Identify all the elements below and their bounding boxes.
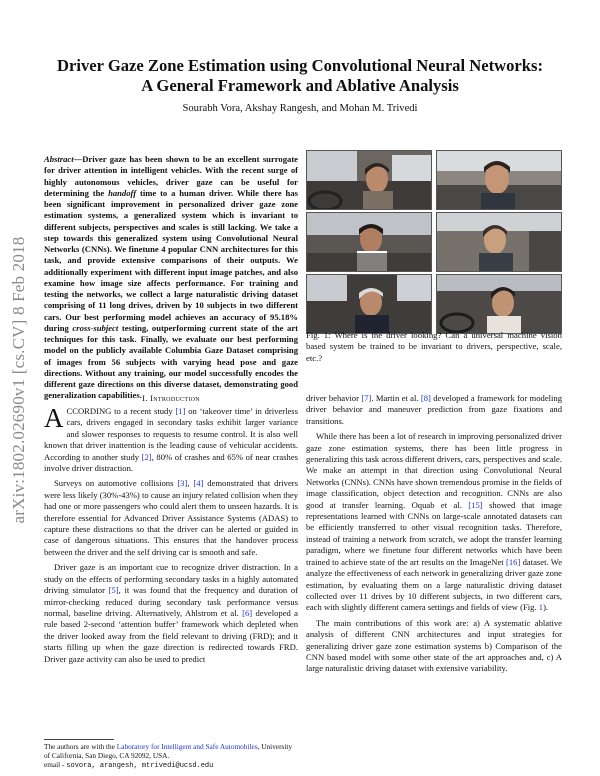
right-p1-text-a: driver behavior (306, 393, 362, 403)
citation-link[interactable]: [5] (108, 585, 119, 596)
right-p2-text-d: ). (543, 602, 549, 613)
citation-link[interactable]: [4] (193, 478, 204, 489)
driver-photo-4-image (437, 213, 561, 271)
paper-title (40, 56, 560, 96)
right-p2-text-b: showed that image representations learned with CNNs on large-scale annotated datasets can be efficiently transferred to other visual recognition tasks. Therefore, instead of training a network from scratch, we adopt the transfer learning paradigm, where we finetune four different networks which have been trained to achieve state of the art results on the ImageNet (306, 499, 562, 567)
citation-link[interactable]: [3] (177, 478, 188, 489)
intro-p3-text-c: developed a rule based 2-second ‘attention buffer’ framework which depleted when the driver looked away from the field relevant to driving (FRD); and it starts filling up when the gaze direction is redirected towards FRD. Driver gaze activity can also be used to predict (44, 607, 298, 664)
driver-photo-2 (436, 150, 562, 210)
intro-p1-text-b: on ‘takeover time’ in driverless cars, drivers engaged in secondary tasks exhibit larger variance and slower responses to requests to resume control. It is also well known that driver inattention is the leading cause of vehicular accidents. According to another study (44, 406, 298, 462)
driver-photo-6 (436, 274, 562, 334)
intro-paragraph-2 (44, 478, 298, 558)
intro-left-column (44, 391, 298, 669)
intro-p2-text-a: Surveys on automotive collisions (54, 478, 178, 489)
right-p2-text-a: While there has been a lot of research in improving personalized driver gaze zone estimation systems, there has been little progress in generalizing this task across different drivers, cars, perspectives and scale. We make an attempt in that direction using Convolutional Neural Networks (CNNs). CNNs have shown tremendous promise in the fields of image classification, object detection and recognition. CNNs are also good at transfer learning. Oquab et al. (306, 431, 562, 510)
dropcap: A (44, 403, 64, 433)
citation-link[interactable]: [16] (505, 556, 521, 567)
driver-photo-4 (436, 212, 562, 272)
arxiv-stamp (4, 200, 34, 560)
figure-1 (306, 150, 562, 334)
driver-photo-3 (306, 212, 432, 272)
citation-link[interactable]: [7] (361, 393, 372, 403)
abstract-text-1: —Driver gaze has been shown to be an excellent surrogate for driver attention in intelligent vehicles. With the recent surge of highly autonomous vehicles, driver gaze can be useful for determining the (44, 154, 298, 198)
intro-p2-text-c: demonstrated that drivers were less likely (30%-43%) to cause an injury related collision when they had one or more passengers who could alert them to unseen hazards. It is therefore essential for Advanced Driver Assistance Systems (ADAS) to capture these distractions so that the driver can be alerted or guided in case of dangerous situations. This ensures that the handover process between the driver and the self driving car is smooth and safe. (44, 478, 298, 557)
abstract-handoff: handoff (108, 187, 137, 198)
citation-link[interactable]: [8] (420, 393, 431, 403)
footnote-rule (44, 739, 114, 740)
email-address[interactable]: sovora, arangesh, mtrivedi@ucsd.edu (66, 762, 214, 770)
intro-p3-text-a: Driver gaze is an important cue to recognize driver distraction. In a study on the effects of performing secondary tasks in a highly automated driving simulator (44, 562, 298, 596)
intro-p1-text-a: CCORDING to a recent study (66, 406, 176, 416)
authors: Sourabh Vora, Akshay Rangesh, and Mohan M. Trivedi (182, 103, 418, 114)
right-p1-text-c: developed a framework for modeling driver behavior and maneuver prediction from gaze fixations and transitions. (306, 393, 563, 426)
intro-p2-text-b: , (187, 478, 194, 489)
footnote (44, 742, 298, 771)
intro-paragraph-1 (44, 403, 298, 474)
driver-photo-6-image (437, 275, 561, 333)
arxiv-stamp-text: arXiv:1802.02690v1 [cs.CV] 8 Feb 2018 (9, 236, 28, 524)
abstract (44, 154, 298, 402)
figure-ref-link[interactable]: 1 (538, 602, 544, 613)
citation-link[interactable]: [2] (141, 451, 152, 462)
right-paragraph-2 (306, 431, 562, 614)
right-paragraph-1 (306, 393, 562, 427)
abstract-label: Abstract (44, 154, 74, 164)
driver-photo-5-image (307, 275, 431, 333)
driver-photo-3-image (307, 213, 431, 271)
title-line-2: A General Framework and Ablative Analysis (141, 76, 459, 95)
intro-right-column (306, 393, 562, 679)
footnote-text-b: , University of California, San Diego, CA 92092, USA. (44, 742, 293, 760)
right-p2-text-c: dataset. We analyze the effectiveness of each network in generalizing driver gaze zone estimation, by evaluating them on a large naturalistic driving dataset collected over 11 drives by 10 different subjects, in two different cars, each with slightly different camera settings and fields of view (Fig. (306, 556, 563, 613)
email-label: email - (44, 760, 67, 769)
footnote-text-a: The authors are with the (44, 742, 117, 751)
intro-p1-text-c: , 80% of crashes and 65% of near crashes involve driver distraction. (44, 451, 298, 474)
intro-p3-text-b: , it was found that the frequency and duration of mirror-checking reduced during secondary task performance versus normal, baseline driving. Alternatively, Ahlstrom et al. (44, 585, 298, 618)
driver-photo-1 (306, 150, 432, 210)
abstract-cross-subject: cross-subject (72, 322, 119, 333)
driver-photo-5 (306, 274, 432, 334)
citation-link[interactable]: [6] (242, 607, 253, 618)
abstract-text-2: time to a human driver. While there has been significant improvement in personalized driver gaze zone estimation systems, a generalized system which is invariant to different subjects, perspectives and scales is still lacking. We take a step towards this generalized system using Convolutional Neural Networks (CNNs). We finetune 4 popular CNN architectures for this task, and provide extensive comparisons of their outputs. We additionally experiment with different input image patches, and also examine how image size affects performance. For training and testing the networks, we collect a large naturalistic driving dataset comprising of 11 long drives, driven by 10 subjects in two different cars. Our best performing model achieves an accuracy of 95.18% during (44, 187, 298, 333)
abstract-text-3: testing, outperforming current state of the art techniques for this task. Finally, we evaluate our best performing model on the publicly available Columbia Gaze Dataset comprising of images from 56 subjects with varying head pose and gaze directions. Without any training, our model successfully encodes the different gaze directions on this diverse dataset, demonstrating good generalization capabilities. (44, 322, 298, 401)
title-line-1: Driver Gaze Zone Estimation using Convolutional Neural Networks: (57, 56, 543, 75)
section-heading: I. Introduction (142, 393, 200, 403)
driver-photo-1-image (307, 151, 431, 209)
intro-paragraph-3 (44, 562, 298, 665)
right-paragraph-3: The main contributions of this work are: a) A systematic ablative analysis of different CNN architectures and input strategies for generalizing driver gaze zone estimation systems b) Comparison of the CNN based model with some other state of the art approaches and, c) A large naturalistic driving dataset with extensive variability. (306, 617, 562, 674)
figure-caption: Fig. 1: Where is the driver looking? Can a universal machine vision based system be trained to be invariant to drivers, perspective, scale, etc.? (306, 330, 562, 363)
citation-link[interactable]: [1] (175, 406, 186, 416)
right-p1-text-b: . Martin et al. (371, 393, 421, 403)
driver-photo-2-image (437, 151, 561, 209)
citation-link[interactable]: [15] (468, 499, 483, 510)
lab-link[interactable]: Laboratory for Intelligent and Safe Automobiles (116, 742, 258, 751)
